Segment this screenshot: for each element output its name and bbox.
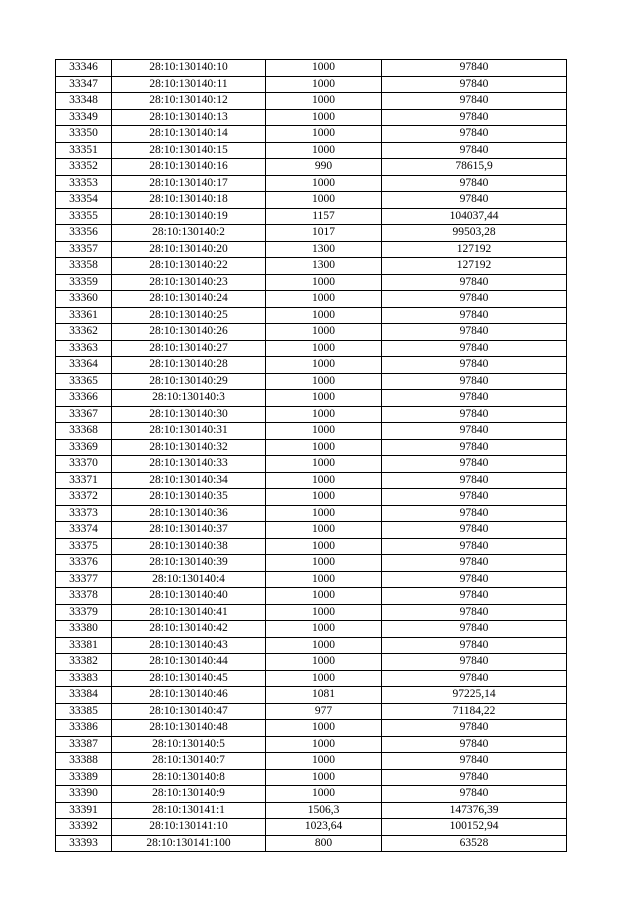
value-cell: 97840 [382,373,567,390]
cadastral-number-cell: 28:10:130140:5 [112,736,266,753]
table-row [56,225,567,242]
table-row [56,142,567,159]
table-row [56,340,567,357]
cadastral-number-cell: 28:10:130140:44 [112,654,266,671]
cadastral-number-cell: 28:10:130140:46 [112,687,266,704]
table-row [56,703,567,720]
row-number-cell: 33355 [56,208,112,225]
table-row [56,637,567,654]
table-row [56,786,567,803]
area-cell: 1000 [266,274,382,291]
area-cell: 977 [266,703,382,720]
parcel-table-body [56,60,567,852]
value-cell: 127192 [382,258,567,275]
cadastral-number-cell: 28:10:130140:29 [112,373,266,390]
table-row [56,439,567,456]
row-number-cell: 33390 [56,786,112,803]
table-row [56,654,567,671]
area-cell: 1000 [266,571,382,588]
cadastral-number-cell: 28:10:130140:3 [112,390,266,407]
value-cell: 97840 [382,472,567,489]
value-cell: 97840 [382,291,567,308]
row-number-cell: 33347 [56,76,112,93]
cadastral-number-cell: 28:10:130140:30 [112,406,266,423]
table-row [56,588,567,605]
value-cell: 97840 [382,60,567,77]
table-row [56,406,567,423]
row-number-cell: 33388 [56,753,112,770]
table-row [56,621,567,638]
row-number-cell: 33362 [56,324,112,341]
row-number-cell: 33349 [56,109,112,126]
area-cell: 1000 [266,637,382,654]
value-cell: 97840 [382,538,567,555]
value-cell: 104037,44 [382,208,567,225]
table-row [56,241,567,258]
cadastral-number-cell: 28:10:130140:45 [112,670,266,687]
row-number-cell: 33370 [56,456,112,473]
cadastral-number-cell: 28:10:130140:32 [112,439,266,456]
area-cell: 1000 [266,93,382,110]
area-cell: 1000 [266,505,382,522]
area-cell: 1000 [266,604,382,621]
value-cell: 97840 [382,654,567,671]
cadastral-number-cell: 28:10:130140:12 [112,93,266,110]
row-number-cell: 33393 [56,835,112,852]
cadastral-number-cell: 28:10:130140:8 [112,769,266,786]
area-cell: 1000 [266,670,382,687]
cadastral-number-cell: 28:10:130140:28 [112,357,266,374]
area-cell: 990 [266,159,382,176]
area-cell: 1000 [266,357,382,374]
value-cell: 97840 [382,720,567,737]
value-cell: 99503,28 [382,225,567,242]
table-row [56,175,567,192]
value-cell: 97840 [382,324,567,341]
row-number-cell: 33367 [56,406,112,423]
area-cell: 1000 [266,439,382,456]
table-row [56,802,567,819]
row-number-cell: 33392 [56,819,112,836]
value-cell: 97840 [382,390,567,407]
row-number-cell: 33374 [56,522,112,539]
area-cell: 1000 [266,307,382,324]
value-cell: 97840 [382,423,567,440]
cadastral-number-cell: 28:10:130140:37 [112,522,266,539]
area-cell: 1000 [266,60,382,77]
table-row [56,60,567,77]
area-cell: 1000 [266,109,382,126]
row-number-cell: 33346 [56,60,112,77]
table-row [56,670,567,687]
table-row [56,390,567,407]
table-row [56,76,567,93]
value-cell: 97840 [382,274,567,291]
value-cell: 97840 [382,637,567,654]
value-cell: 97840 [382,670,567,687]
cadastral-number-cell: 28:10:130140:7 [112,753,266,770]
table-row [56,291,567,308]
area-cell: 1000 [266,142,382,159]
table-row [56,522,567,539]
value-cell: 97840 [382,307,567,324]
area-cell: 1000 [266,538,382,555]
area-cell: 1300 [266,258,382,275]
value-cell: 97840 [382,489,567,506]
value-cell: 97225,14 [382,687,567,704]
area-cell: 1000 [266,340,382,357]
row-number-cell: 33389 [56,769,112,786]
area-cell: 1023,64 [266,819,382,836]
area-cell: 1000 [266,588,382,605]
row-number-cell: 33379 [56,604,112,621]
cadastral-number-cell: 28:10:130140:19 [112,208,266,225]
cadastral-number-cell: 28:10:130140:25 [112,307,266,324]
value-cell: 97840 [382,175,567,192]
area-cell: 1081 [266,687,382,704]
area-cell: 1000 [266,654,382,671]
area-cell: 1000 [266,522,382,539]
row-number-cell: 33360 [56,291,112,308]
value-cell: 97840 [382,406,567,423]
table-row [56,555,567,572]
table-row [56,208,567,225]
row-number-cell: 33352 [56,159,112,176]
value-cell: 97840 [382,769,567,786]
row-number-cell: 33364 [56,357,112,374]
row-number-cell: 33383 [56,670,112,687]
row-number-cell: 33369 [56,439,112,456]
cadastral-number-cell: 28:10:130140:10 [112,60,266,77]
cadastral-number-cell: 28:10:130141:1 [112,802,266,819]
value-cell: 97840 [382,736,567,753]
table-row [56,835,567,852]
cadastral-number-cell: 28:10:130140:42 [112,621,266,638]
row-number-cell: 33382 [56,654,112,671]
area-cell: 1000 [266,472,382,489]
parcel-table [55,59,567,852]
area-cell: 1506,3 [266,802,382,819]
value-cell: 97840 [382,192,567,209]
table-row [56,753,567,770]
area-cell: 1157 [266,208,382,225]
value-cell: 127192 [382,241,567,258]
row-number-cell: 33378 [56,588,112,605]
cadastral-number-cell: 28:10:130140:31 [112,423,266,440]
value-cell: 97840 [382,93,567,110]
row-number-cell: 33354 [56,192,112,209]
cadastral-number-cell: 28:10:130140:13 [112,109,266,126]
cadastral-number-cell: 28:10:130140:48 [112,720,266,737]
row-number-cell: 33391 [56,802,112,819]
table-row [56,93,567,110]
cadastral-number-cell: 28:10:130140:41 [112,604,266,621]
value-cell: 97840 [382,571,567,588]
cadastral-number-cell: 28:10:130140:27 [112,340,266,357]
row-number-cell: 33371 [56,472,112,489]
value-cell: 97840 [382,555,567,572]
cadastral-number-cell: 28:10:130140:11 [112,76,266,93]
row-number-cell: 33385 [56,703,112,720]
cadastral-number-cell: 28:10:130140:24 [112,291,266,308]
row-number-cell: 33377 [56,571,112,588]
row-number-cell: 33368 [56,423,112,440]
row-number-cell: 33376 [56,555,112,572]
area-cell: 1000 [266,423,382,440]
value-cell: 97840 [382,109,567,126]
area-cell: 1300 [266,241,382,258]
row-number-cell: 33357 [56,241,112,258]
cadastral-number-cell: 28:10:130140:22 [112,258,266,275]
cadastral-number-cell: 28:10:130140:35 [112,489,266,506]
table-row [56,324,567,341]
cadastral-number-cell: 28:10:130140:20 [112,241,266,258]
table-row [56,258,567,275]
table-row [56,109,567,126]
cadastral-number-cell: 28:10:130140:26 [112,324,266,341]
cadastral-number-cell: 28:10:130140:33 [112,456,266,473]
value-cell: 147376,39 [382,802,567,819]
area-cell: 1000 [266,126,382,143]
value-cell: 97840 [382,621,567,638]
value-cell: 97840 [382,439,567,456]
row-number-cell: 33350 [56,126,112,143]
table-row [56,720,567,737]
row-number-cell: 33375 [56,538,112,555]
area-cell: 1000 [266,769,382,786]
area-cell: 1000 [266,736,382,753]
value-cell: 63528 [382,835,567,852]
value-cell: 97840 [382,142,567,159]
table-row [56,538,567,555]
value-cell: 97840 [382,505,567,522]
row-number-cell: 33363 [56,340,112,357]
area-cell: 1000 [266,621,382,638]
cadastral-number-cell: 28:10:130140:36 [112,505,266,522]
cadastral-number-cell: 28:10:130141:10 [112,819,266,836]
value-cell: 97840 [382,340,567,357]
row-number-cell: 33351 [56,142,112,159]
value-cell: 97840 [382,588,567,605]
row-number-cell: 33353 [56,175,112,192]
row-number-cell: 33356 [56,225,112,242]
table-row [56,736,567,753]
table-row [56,571,567,588]
cadastral-number-cell: 28:10:130140:9 [112,786,266,803]
cadastral-number-cell: 28:10:130140:38 [112,538,266,555]
cadastral-number-cell: 28:10:130140:17 [112,175,266,192]
value-cell: 97840 [382,126,567,143]
table-row [56,505,567,522]
value-cell: 97840 [382,357,567,374]
area-cell: 1000 [266,720,382,737]
row-number-cell: 33372 [56,489,112,506]
cadastral-number-cell: 28:10:130140:14 [112,126,266,143]
cadastral-number-cell: 28:10:130140:23 [112,274,266,291]
value-cell: 78615,9 [382,159,567,176]
table-row [56,769,567,786]
row-number-cell: 33380 [56,621,112,638]
table-row [56,307,567,324]
area-cell: 800 [266,835,382,852]
table-row [56,159,567,176]
area-cell: 1000 [266,76,382,93]
cadastral-number-cell: 28:10:130140:15 [112,142,266,159]
cadastral-number-cell: 28:10:130140:18 [112,192,266,209]
table-row [56,604,567,621]
area-cell: 1000 [266,175,382,192]
cadastral-number-cell: 28:10:130140:16 [112,159,266,176]
row-number-cell: 33365 [56,373,112,390]
table-row [56,472,567,489]
row-number-cell: 33348 [56,93,112,110]
area-cell: 1017 [266,225,382,242]
cadastral-number-cell: 28:10:130140:43 [112,637,266,654]
area-cell: 1000 [266,489,382,506]
value-cell: 97840 [382,522,567,539]
table-row [56,687,567,704]
row-number-cell: 33381 [56,637,112,654]
cadastral-number-cell: 28:10:130140:39 [112,555,266,572]
table-row [56,489,567,506]
row-number-cell: 33366 [56,390,112,407]
value-cell: 97840 [382,786,567,803]
value-cell: 97840 [382,456,567,473]
area-cell: 1000 [266,555,382,572]
area-cell: 1000 [266,390,382,407]
value-cell: 100152,94 [382,819,567,836]
row-number-cell: 33358 [56,258,112,275]
area-cell: 1000 [266,324,382,341]
cadastral-number-cell: 28:10:130140:2 [112,225,266,242]
row-number-cell: 33373 [56,505,112,522]
area-cell: 1000 [266,291,382,308]
area-cell: 1000 [266,373,382,390]
value-cell: 71184,22 [382,703,567,720]
cadastral-number-cell: 28:10:130140:34 [112,472,266,489]
row-number-cell: 33387 [56,736,112,753]
area-cell: 1000 [266,192,382,209]
area-cell: 1000 [266,406,382,423]
row-number-cell: 33384 [56,687,112,704]
value-cell: 97840 [382,76,567,93]
cadastral-number-cell: 28:10:130141:100 [112,835,266,852]
cadastral-number-cell: 28:10:130140:40 [112,588,266,605]
cadastral-number-cell: 28:10:130140:47 [112,703,266,720]
row-number-cell: 33361 [56,307,112,324]
table-row [56,456,567,473]
table-row [56,126,567,143]
row-number-cell: 33386 [56,720,112,737]
table-row [56,357,567,374]
area-cell: 1000 [266,753,382,770]
value-cell: 97840 [382,604,567,621]
area-cell: 1000 [266,786,382,803]
table-row [56,373,567,390]
table-row [56,274,567,291]
row-number-cell: 33359 [56,274,112,291]
table-row [56,423,567,440]
cadastral-number-cell: 28:10:130140:4 [112,571,266,588]
area-cell: 1000 [266,456,382,473]
table-row [56,192,567,209]
table-row [56,819,567,836]
value-cell: 97840 [382,753,567,770]
